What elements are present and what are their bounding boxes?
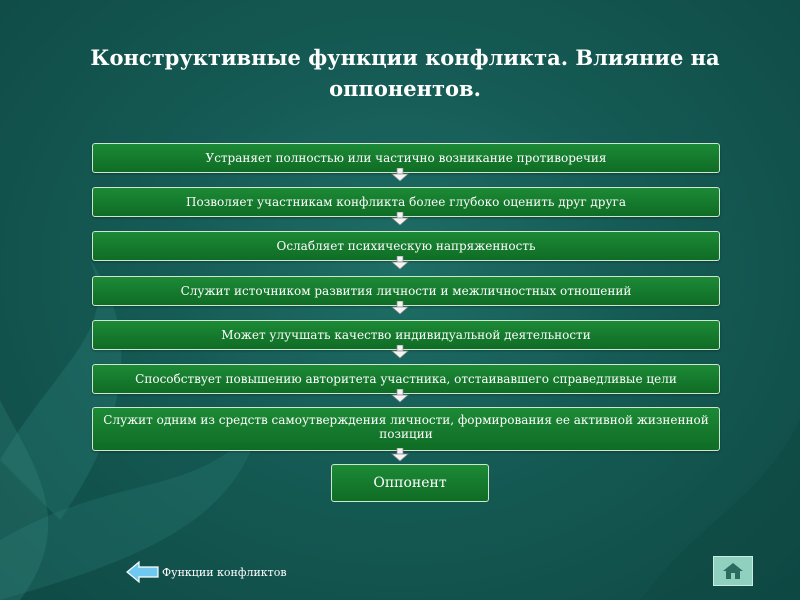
back-link-label: Функции конфликтов (162, 565, 287, 579)
home-button[interactable] (713, 556, 753, 586)
flow-arrow-down-icon (391, 212, 409, 226)
function-box-3: Ослабляет психическую напряженность (92, 231, 720, 261)
flow-arrow-down-icon (391, 301, 409, 315)
back-to-functions-link[interactable] (126, 560, 287, 584)
flow-arrow-down-icon (391, 168, 409, 182)
flow-arrow-down-icon (391, 345, 409, 359)
arrow-left-icon (126, 560, 160, 584)
function-box-1: Устраняет полностью или частично возникание противоречия (92, 143, 720, 173)
flow-arrow-down-icon (391, 448, 409, 462)
flow-arrow-down-icon (391, 256, 409, 270)
home-icon (722, 562, 744, 580)
function-box-2: Позволяет участникам конфликта более глубоко оценить друг друга (92, 187, 720, 217)
function-box-4: Служит источником развития личности и межличностных отношений (92, 276, 720, 306)
opponent-box: Оппонент (331, 464, 489, 502)
slide-title: Конструктивные функции конфликта. Влияние на оппонентов. (90, 45, 720, 101)
function-box-7: Служит одним из средств самоутверждения личности, формирования ее активной жизненной позиции (92, 407, 720, 451)
flow-arrow-down-icon (391, 389, 409, 403)
function-box-6: Способствует повышению авторитета участника, отстаивавшего справедливые цели (92, 364, 720, 394)
function-box-5: Может улучшать качество индивидуальной деятельности (92, 320, 720, 350)
